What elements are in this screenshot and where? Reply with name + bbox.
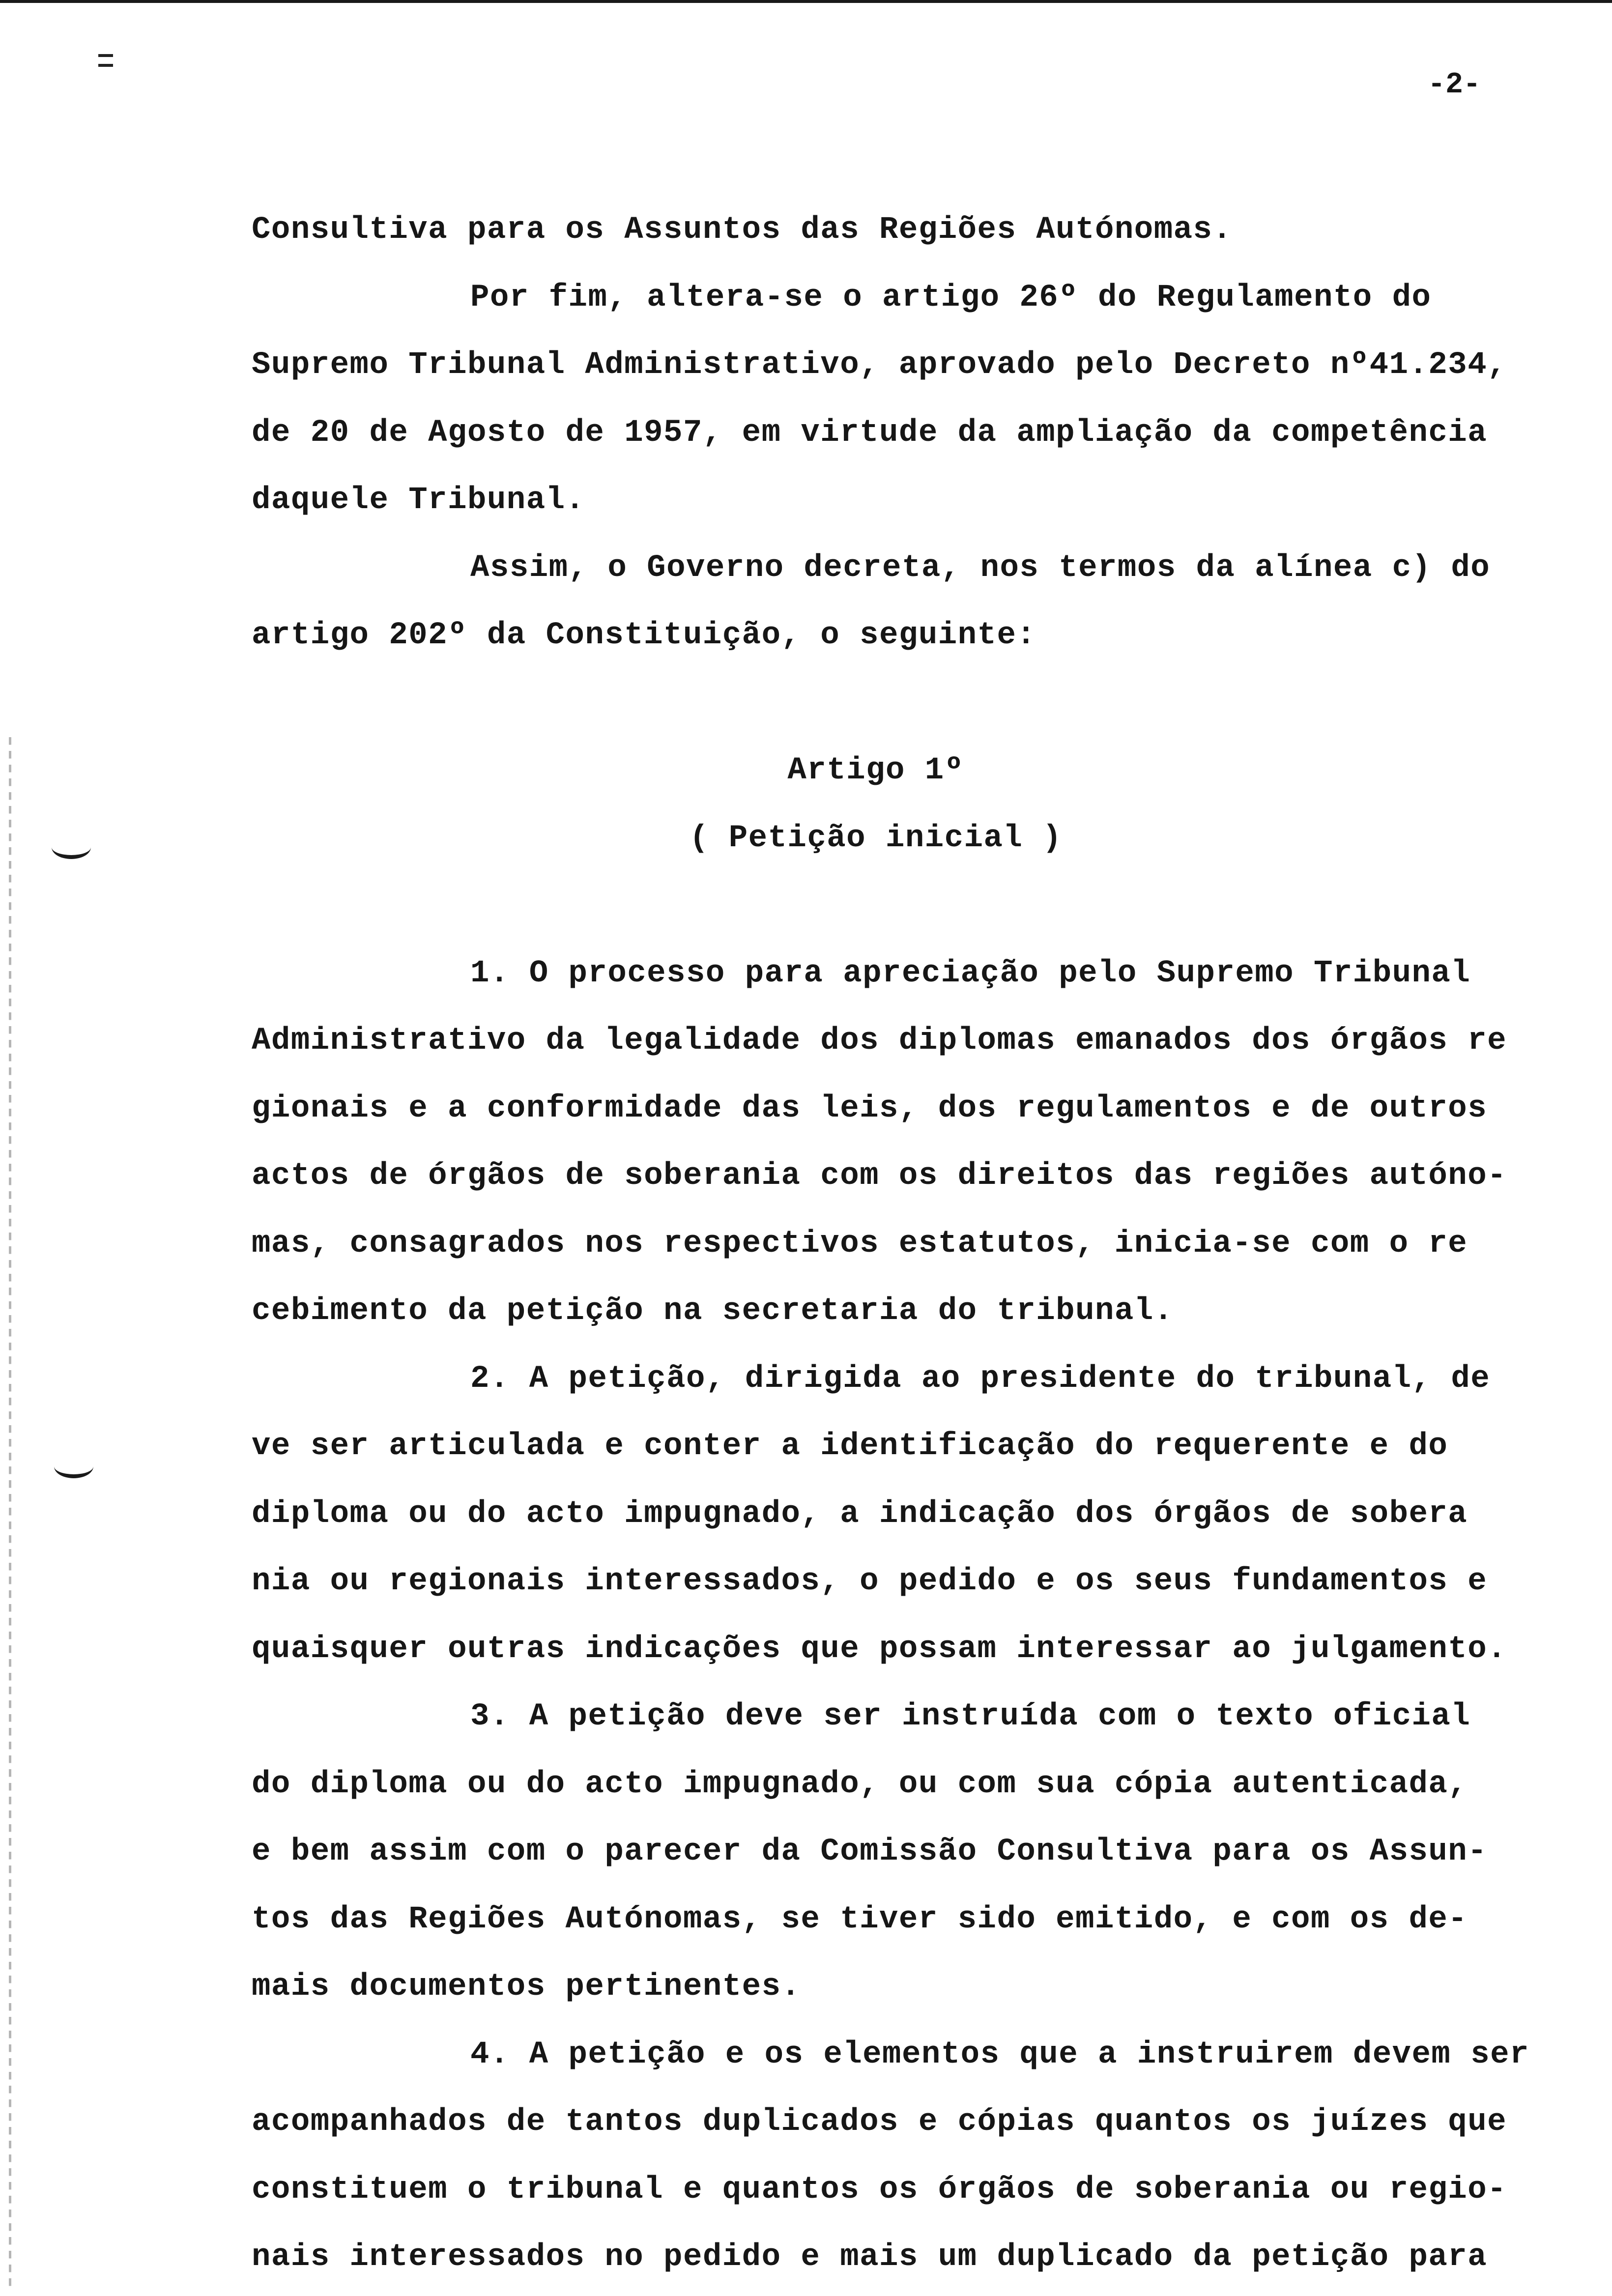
intro-line: Por fim, altera-se o artigo 26º do Regulamento do (470, 280, 1432, 316)
clause-line: nais interessados no pedido e mais um duplicado da petição para (252, 2239, 1488, 2275)
clause-line: 4. A petição e os elementos que a instruirem devem ser (470, 2037, 1529, 2072)
clause-line: mas, consagrados nos respectivos estatutos, inicia-se com o re (252, 1226, 1468, 1262)
scan-corner-mark (98, 54, 113, 67)
clause-line: quaisquer outras indicações que possam interessar ao julgamento. (252, 1631, 1507, 1667)
page-number: -2- (1428, 68, 1481, 102)
clause-line: do diploma ou do acto impugnado, ou com sua cópia autenticada, (252, 1766, 1468, 1802)
clause-line: cebimento da petição na secretaria do tribunal. (252, 1293, 1174, 1329)
intro-line: Consultiva para os Assuntos das Regiões Autónomas. (252, 212, 1233, 248)
clause-line: constituem o tribunal e quantos os órgãos de soberania ou regio- (252, 2172, 1507, 2208)
clause-line: mais documentos pertinentes. (252, 1969, 801, 2005)
intro-line: artigo 202º da Constituição, o seguinte: (252, 618, 1036, 653)
document-body (252, 197, 1554, 2292)
intro-line: de 20 de Agosto de 1957, em virtude da ampliação da competência (252, 415, 1488, 451)
page-top-edge (0, 0, 1612, 3)
clause-line: tos das Regiões Autónomas, se tiver sido emitido, e com os de- (252, 1901, 1468, 1937)
punch-hole-mark (52, 835, 91, 859)
clause-line: ve ser articulada e conter a identificação do requerente e do (252, 1429, 1448, 1464)
clause-line: actos de órgãos de soberania com os direitos das regiões autóno- (252, 1158, 1507, 1194)
clause-line: diploma ou do acto impugnado, a indicação dos órgãos de sobera (252, 1496, 1468, 1532)
spacer (252, 670, 1554, 738)
intro-line: Supremo Tribunal Administrativo, aprovado pelo Decreto nº41.234, (252, 347, 1507, 383)
intro-line: daquele Tribunal. (252, 483, 585, 518)
clause-line: nia ou regionais interessados, o pedido e os seus fundamentos e (252, 1564, 1488, 1599)
clause-line: 3. A petição deve ser instruída com o texto oficial (470, 1699, 1471, 1734)
clause-line: 2. A petição, dirigida ao presidente do tribunal, de (470, 1361, 1491, 1397)
intro-line: Assim, o Governo decreta, nos termos da alínea c) do (470, 550, 1491, 586)
clause-line: gionais e a conformidade das leis, dos regulamentos e de outros (252, 1091, 1488, 1126)
article-title: Artigo 1º (787, 753, 964, 788)
binding-margin-line (9, 737, 11, 2290)
article-subtitle: ( Petição inicial ) (689, 820, 1063, 856)
clause-line: Administrativo da legalidade dos diplomas emanados dos órgãos re (252, 1023, 1507, 1059)
punch-hole-mark (54, 1455, 93, 1478)
clause-line: acompanhados de tantos duplicados e cópias quantos os juízes que (252, 2104, 1507, 2140)
clause-line: 1. O processo para apreciação pelo Supremo Tribunal (470, 955, 1471, 991)
spacer (252, 872, 1554, 940)
clause-line: e bem assim com o parecer da Comissão Consultiva para os Assun- (252, 1834, 1488, 1869)
